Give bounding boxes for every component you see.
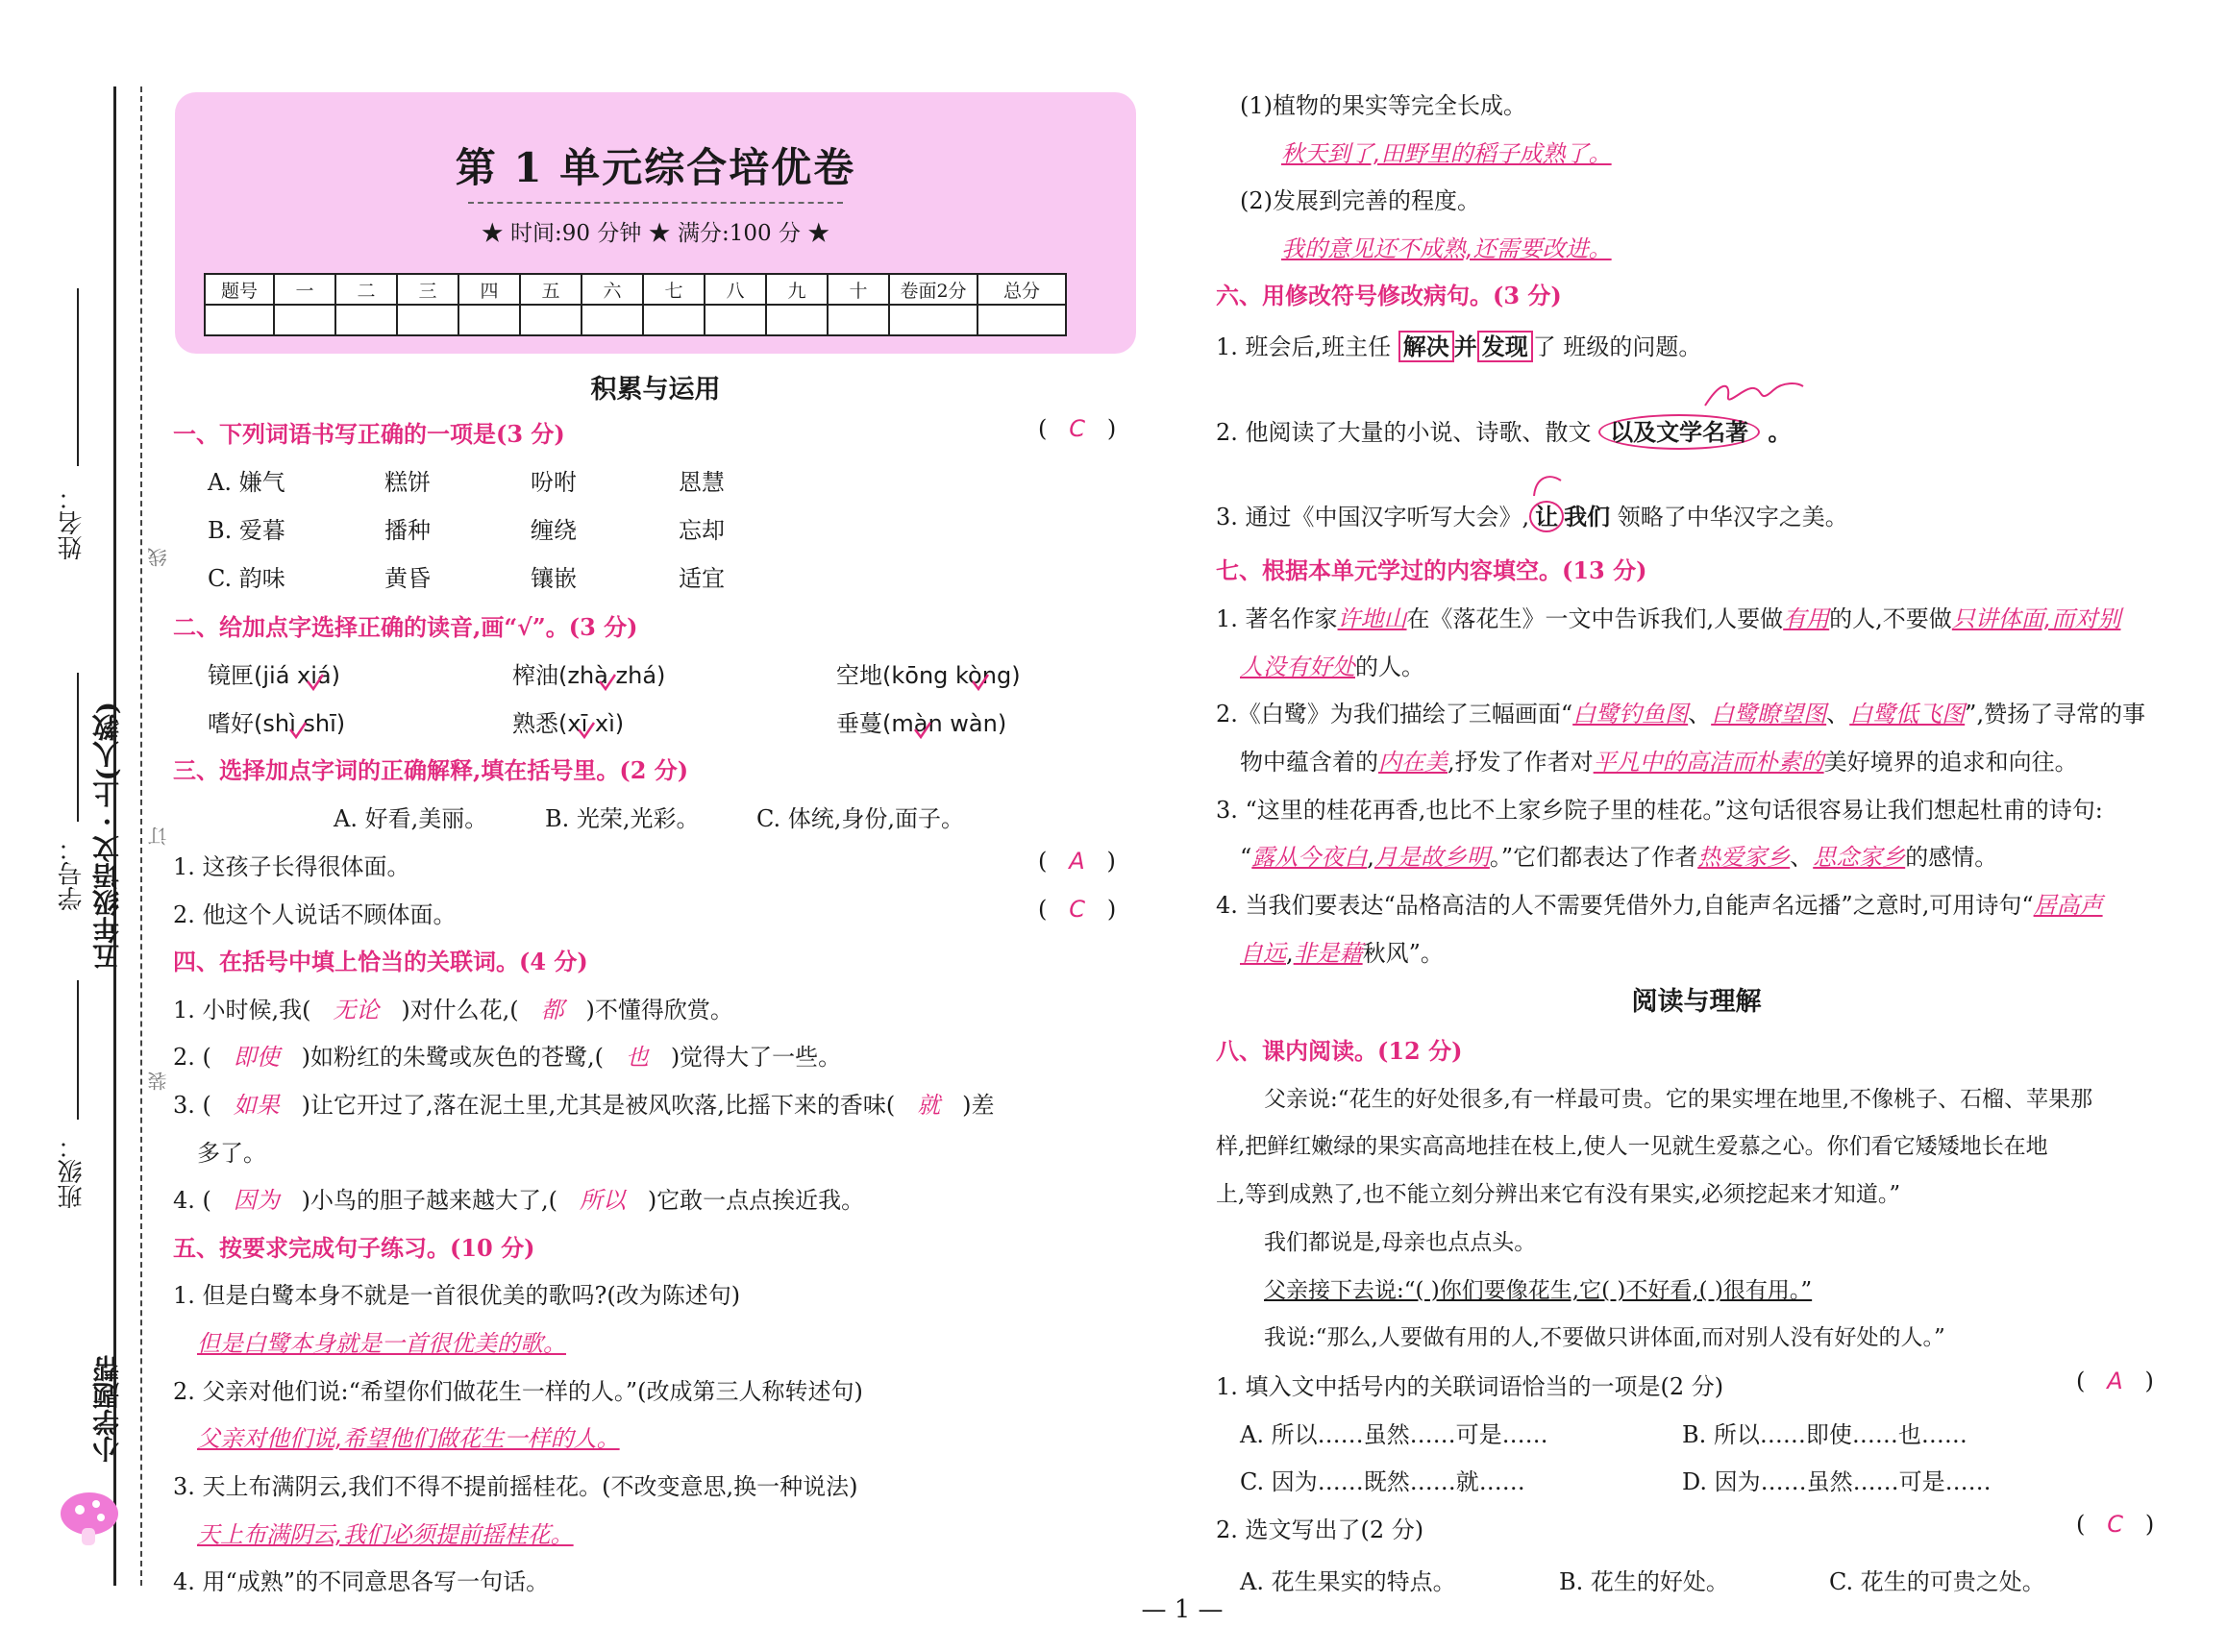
q3-title: 三、选择加点字词的正确解释,填在括号里。(2 分) [173,756,689,784]
id-blank [77,673,79,822]
name-label: 姓名： [58,485,87,560]
q7-line-1b: 人没有好处的人。 [1240,653,1424,680]
q7-title: 七、根据本单元学过的内容填空。(13 分) [1216,556,1647,584]
q5-answer: 天上布满阴云,我们必须提前摇桂花。 [197,1521,574,1548]
q8-passage: 父亲说:“花生的好处很多,有一样最可贵。它的果实埋在地里,不像桃子、石榴、苹果那 [1264,1087,2093,1112]
q2-item: 空地(kōng kòng) [836,662,1021,689]
cut-mark-1: 线 [147,548,170,567]
q1-title: 一、下列词语书写正确的一项是(3 分) [173,420,565,448]
q8-option: A. 花生果实的特点。 [1240,1568,1456,1595]
title-box [175,92,1136,354]
q3-answer: ( A ) [1038,848,1116,875]
q8-passage: 父亲接下去说:“( )你们要像花生,它( )不好看,( )很有用。” [1264,1278,1813,1303]
insert-mark-icon [1701,377,1807,415]
q1-word: 缠绕 [531,517,577,544]
q5-item: 2. 父亲对他们说:“希望你们做花生一样的人。”(改成第三人称转述句) [173,1378,863,1405]
score-col-header: 总分 [977,274,1066,305]
q7-line-3b: “露从今夜白,月是故乡明。”它们都表达了作者热爱家乡、思念家乡的感情。 [1240,844,1998,871]
q8-passage: 我说:“那么,人要做有用的人,不要做只讲体面,而对别人没有好处的人。” [1264,1325,1945,1350]
q1-word: A. 嫌气 [208,469,285,496]
name-blank [77,288,79,466]
q4-line-4: 4. ( 因为 )小鸟的胆子越来越大了,( 所以 )它敢一点点挨近我。 [173,1187,865,1214]
q7-line-3: 3. “这里的桂花再香,也比不上家乡院子里的桂花。”这句话很容易让我们想起杜甫的诗句: [1216,797,2103,824]
q8-option: B. 所以……即使……也…… [1682,1421,1967,1448]
exam-info: ★ 时间:90 分钟 ★ 满分:100 分 ★ [481,221,830,246]
section-title-reading: 阅读与理解 [1631,987,1762,1017]
q3-item: 1. 这孩子长得很体面。 [173,853,410,880]
q1-word: 黄昏 [384,565,431,592]
checkmark-icon [598,673,617,692]
score-col-header: 卷面2分 [889,274,977,305]
cut-mark-3: 装 [147,1072,170,1091]
q5-sub-answer-2: 我的意见还不成熟,还需要改进。 [1281,235,1612,262]
q6-title: 六、用修改符号修改病句。(3 分) [1216,282,1562,309]
q2-item: 嗜好(shì shī) [208,710,346,737]
checkmark-icon [971,673,990,692]
binding-strip [0,0,170,1652]
q1-word: 镶嵌 [531,565,577,592]
score-cell [520,305,581,335]
q7-line-4b: 自远,非是藉秋风”。 [1240,940,1444,967]
q1-word: 适宜 [679,565,725,592]
score-col-header: 六 [581,274,643,305]
q5-sub-2: (2)发展到完善的程度。 [1240,187,1480,214]
q1-word: 吩咐 [531,469,577,496]
q8-sub-1-answer: ( A ) [2076,1368,2154,1394]
q3-option: A. 好看,美丽。 [334,805,488,832]
q7-line-2: 2.《白鹭》为我们描绘了三幅画面“白鹭钓鱼图、白鹭瞭望图、白鹭低飞图”,赞扬了寻常的事 [1216,701,2146,727]
q6-line-2: 2. 他阅读了大量的小说、诗歌、散文 以及文学名著 。 [1216,413,1792,447]
q7-line-1: 1. 著名作家许地山在《落花生》一文中告诉我们,人要做有用的人,不要做只讲体面,而对别 [1216,605,2121,632]
q8-sub-2: 2. 选文写出了(2 分) [1216,1516,1424,1543]
checkmark-icon [306,673,325,692]
q8-sub-2-answer: ( C ) [2076,1511,2155,1538]
grade-label: 五年级语文 · 上(人教) [91,702,123,971]
score-col-header: 题号 [205,274,274,305]
cut-mark-2: 订 [147,826,170,846]
score-col-header: 三 [397,274,458,305]
score-cell [889,305,977,335]
class-blank [77,980,79,1120]
score-col-header: 二 [335,274,397,305]
q8-option: C. 花生的可贵之处。 [1829,1568,2045,1595]
brand-label: 小学题帮 [91,1355,123,1463]
q5-item: 1. 但是白鹭本身不就是一首很优美的歌吗?(改为陈述句) [173,1282,741,1309]
q5-item: 3. 天上布满阴云,我们不得不提前摇桂花。(不改变意思,换一种说法) [173,1473,858,1500]
q6-line-3: 3. 通过《中国汉字听写大会》, 让 我们 领略了中华汉字之美。 [1216,503,1848,530]
score-cell [581,305,643,335]
q5-answer: 父亲对他们说,希望他们做花生一样的人。 [197,1425,620,1452]
q5-sub-answer-1: 秋天到了,田野里的稻子成熟了。 [1281,140,1612,167]
q2-item: 熟悉(xī xì) [512,710,625,737]
q2-title: 二、给加点字选择正确的读音,画“√”。(3 分) [173,613,638,641]
q3-item: 2. 他这个人说话不顾体面。 [173,901,457,928]
score-cell [766,305,828,335]
score-cell [335,305,397,335]
q8-passage: 样,把鲜红嫩绿的果实高高地挂在枝上,使人一见就生爱慕之心。你们看它矮矮地长在地 [1216,1134,2048,1159]
q5-title: 五、按要求完成句子练习。(10 分) [173,1234,535,1262]
q4-title: 四、在括号中填上恰当的关联词。(4 分) [173,948,588,975]
q5-item: 4. 用“成熟”的不同意思各写一句话。 [173,1568,550,1595]
score-cell [705,305,766,335]
title-rule [468,202,843,204]
q8-title: 八、课内阅读。(12 分) [1216,1037,1463,1065]
id-label: 学号： [58,836,87,911]
q1-word: 播种 [384,517,431,544]
score-col-header: 一 [274,274,335,305]
q1-answer: ( C ) [1038,415,1117,442]
q1-word: B. 爱暮 [208,517,285,544]
q5-sub-1: (1)植物的果实等完全长成。 [1240,92,1526,119]
delete-mark-icon [1528,471,1567,500]
q1-word: 糕饼 [384,469,431,496]
score-cell [643,305,705,335]
q5-answer: 但是白鹭本身就是一首很优美的歌。 [197,1330,566,1357]
section-title-accumulation: 积累与运用 [590,375,721,405]
score-col-header: 十 [828,274,889,305]
page-title: 第 1 单元综合培优卷 [455,144,856,191]
mushroom-icon [53,1485,130,1552]
q8-option: C. 因为……既然……就…… [1240,1468,1525,1495]
q8-passage: 上,等到成熟了,也不能立刻分辨出来它有没有果实,必须挖起来才知道。” [1216,1182,1901,1207]
q3-option: C. 体统,身份,面子。 [756,805,965,832]
q8-option: B. 花生的好处。 [1559,1568,1729,1595]
score-cell [458,305,520,335]
score-col-header: 八 [705,274,766,305]
q2-item: 镜匣(jiá xiá) [208,662,340,689]
q8-passage: 我们都说是,母亲也点点头。 [1264,1230,1537,1255]
q4-line-3: 3. ( 如果 )让它开过了,落在泥土里,尤其是被风吹落,比摇下来的香味( 就 )差 [173,1092,995,1119]
q1-word: 恩慧 [679,469,725,496]
score-col-header: 五 [520,274,581,305]
score-cell [977,305,1066,335]
q8-option: A. 所以……虽然……可是…… [1240,1421,1548,1448]
q1-word: 忘却 [679,517,725,544]
score-cell [205,305,274,335]
q2-item: 垂蔓(màn wàn) [836,710,1007,737]
q3-answer: ( C ) [1038,896,1117,923]
q4-line-2: 2. ( 即使 )如粉红的朱鹭或灰色的苍鹭,( 也 )觉得大了一些。 [173,1044,842,1071]
q3-option: B. 光荣,光彩。 [545,805,700,832]
class-label: 班级： [58,1134,87,1209]
score-cell [397,305,458,335]
page-number: — 1 — [1141,1595,1224,1624]
checkmark-icon [577,721,596,740]
checkmark-icon [288,721,308,740]
score-col-header: 七 [643,274,705,305]
q8-sub-1: 1. 填入文中括号内的关联词语恰当的一项是(2 分) [1216,1373,1724,1400]
checkmark-icon [913,721,932,740]
score-col-header: 四 [458,274,520,305]
q4-line-1: 1. 小时候,我( 无论 )对什么花,( 都 )不懂得欣赏。 [173,997,733,1023]
score-table [204,273,1067,336]
q7-line-2b: 物中蕴含着的内在美,抒发了作者对平凡中的高洁而朴素的美好境界的追求和向往。 [1240,749,2078,776]
q1-word: C. 韵味 [208,565,285,592]
q6-line-1: 1. 班会后,班主任 解决 并 发现 了 班级的问题。 [1216,333,1702,360]
score-cell [274,305,335,335]
score-cell [828,305,889,335]
q2-item: 榨油(zhà zhá) [512,662,666,689]
q4-line-3b: 多了。 [197,1140,266,1167]
q8-option: D. 因为……虽然……可是…… [1682,1468,1992,1495]
q7-line-4: 4. 当我们要表达“品格高洁的人不需要凭借外力,自能声名远播”之意时,可用诗句“居高声 [1216,892,2103,919]
score-col-header: 九 [766,274,828,305]
